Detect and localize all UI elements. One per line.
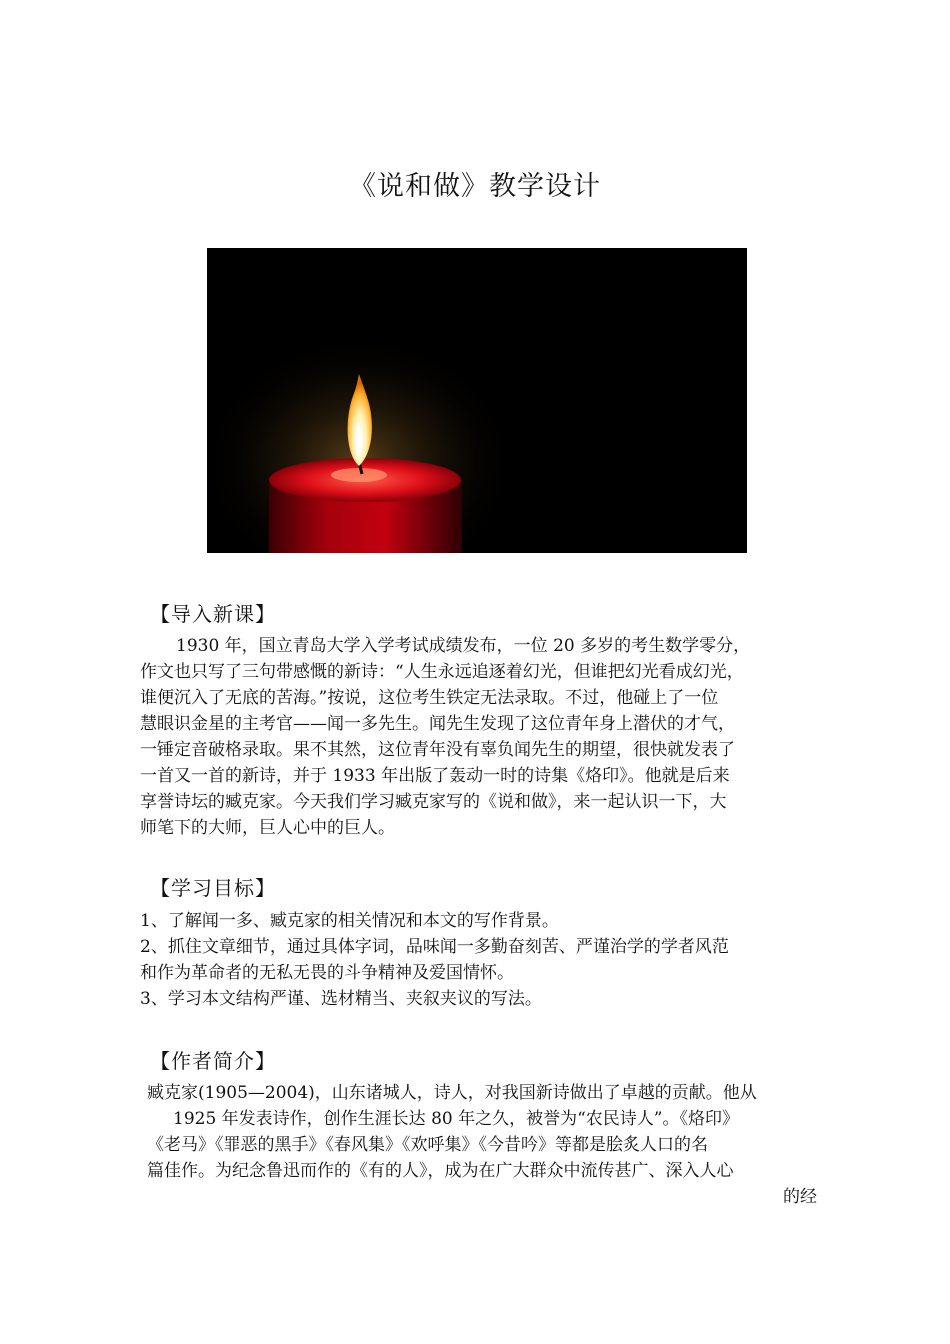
goals-list: [140, 908, 729, 1012]
goals-heading: 【学习目标】: [150, 876, 276, 900]
author-line: 的经: [783, 1187, 817, 1207]
goal-item: 1、了解闻一多、臧克家的相关情况和本文的写作背景。: [140, 911, 559, 931]
author-heading: 【作者简介】: [150, 1049, 276, 1073]
author-paragraph: [147, 1080, 817, 1210]
intro-line: 作文也只写了三句带感慨的新诗：“人生永远追逐着幻光，但谁把幻光看成幻光，: [140, 662, 744, 682]
author-line: 《老马》《罪恶的黑手》《春风集》《欢呼集》《今昔吟》等都是脍炙人口的名: [147, 1135, 708, 1155]
intro-line: 享誉诗坛的臧克家。今天我们学习臧克家写的《说和做》，来一起认识一下，大: [140, 792, 727, 812]
page-title: 《说和做》教学设计: [349, 171, 601, 202]
goal-item: 3、学习本文结构严谨、选材精当、夹叙夹议的写法。: [140, 989, 542, 1009]
candle-image: [207, 248, 747, 553]
intro-line: 师笔下的大师，巨人心中的巨人。: [140, 818, 395, 838]
intro-line: 谁便沉入了无底的苦海。”按说，这位考生铁定无法录取。不过，他碰上了一位: [140, 688, 719, 708]
author-line: 1925 年发表诗作，创作生涯长达 80 年之久，被誉为“农民诗人”。《烙印》: [173, 1109, 739, 1129]
candle-illustration: [207, 248, 747, 553]
intro-line: 一首又一首的新诗，并于 1933 年出版了轰动一时的诗集《烙印》。他就是后来: [140, 766, 730, 786]
intro-line: 1930 年，国立青岛大学入学考试成绩发布，一位 20 多岁的考生数学零分，: [176, 636, 751, 656]
intro-heading: 【导入新课】: [150, 602, 276, 626]
goal-item: 2、抓住文章细节，通过具体字词，品味闻一多勤奋刻苦、严谨治学的学者风范: [140, 937, 729, 957]
intro-paragraph: [140, 633, 750, 841]
author-line: 臧克家(1905—2004)，山东诸城人，诗人，对我国新诗做出了卓越的贡献。他从: [147, 1083, 757, 1103]
intro-line: 慧眼识金星的主考官——闻一多先生。闻先生发现了这位青年身上潜伏的才气，: [140, 714, 735, 734]
goal-item: 和作为革命者的无私无畏的斗争精神及爱国情怀。: [140, 963, 514, 983]
intro-line: 一锤定音破格录取。果不其然，这位青年没有辜负闻先生的期望，很快就发表了: [140, 740, 735, 760]
author-line: 篇佳作。为纪念鲁迅而作的《有的人》，成为在广大群众中流传甚广、深入人心: [147, 1161, 734, 1181]
